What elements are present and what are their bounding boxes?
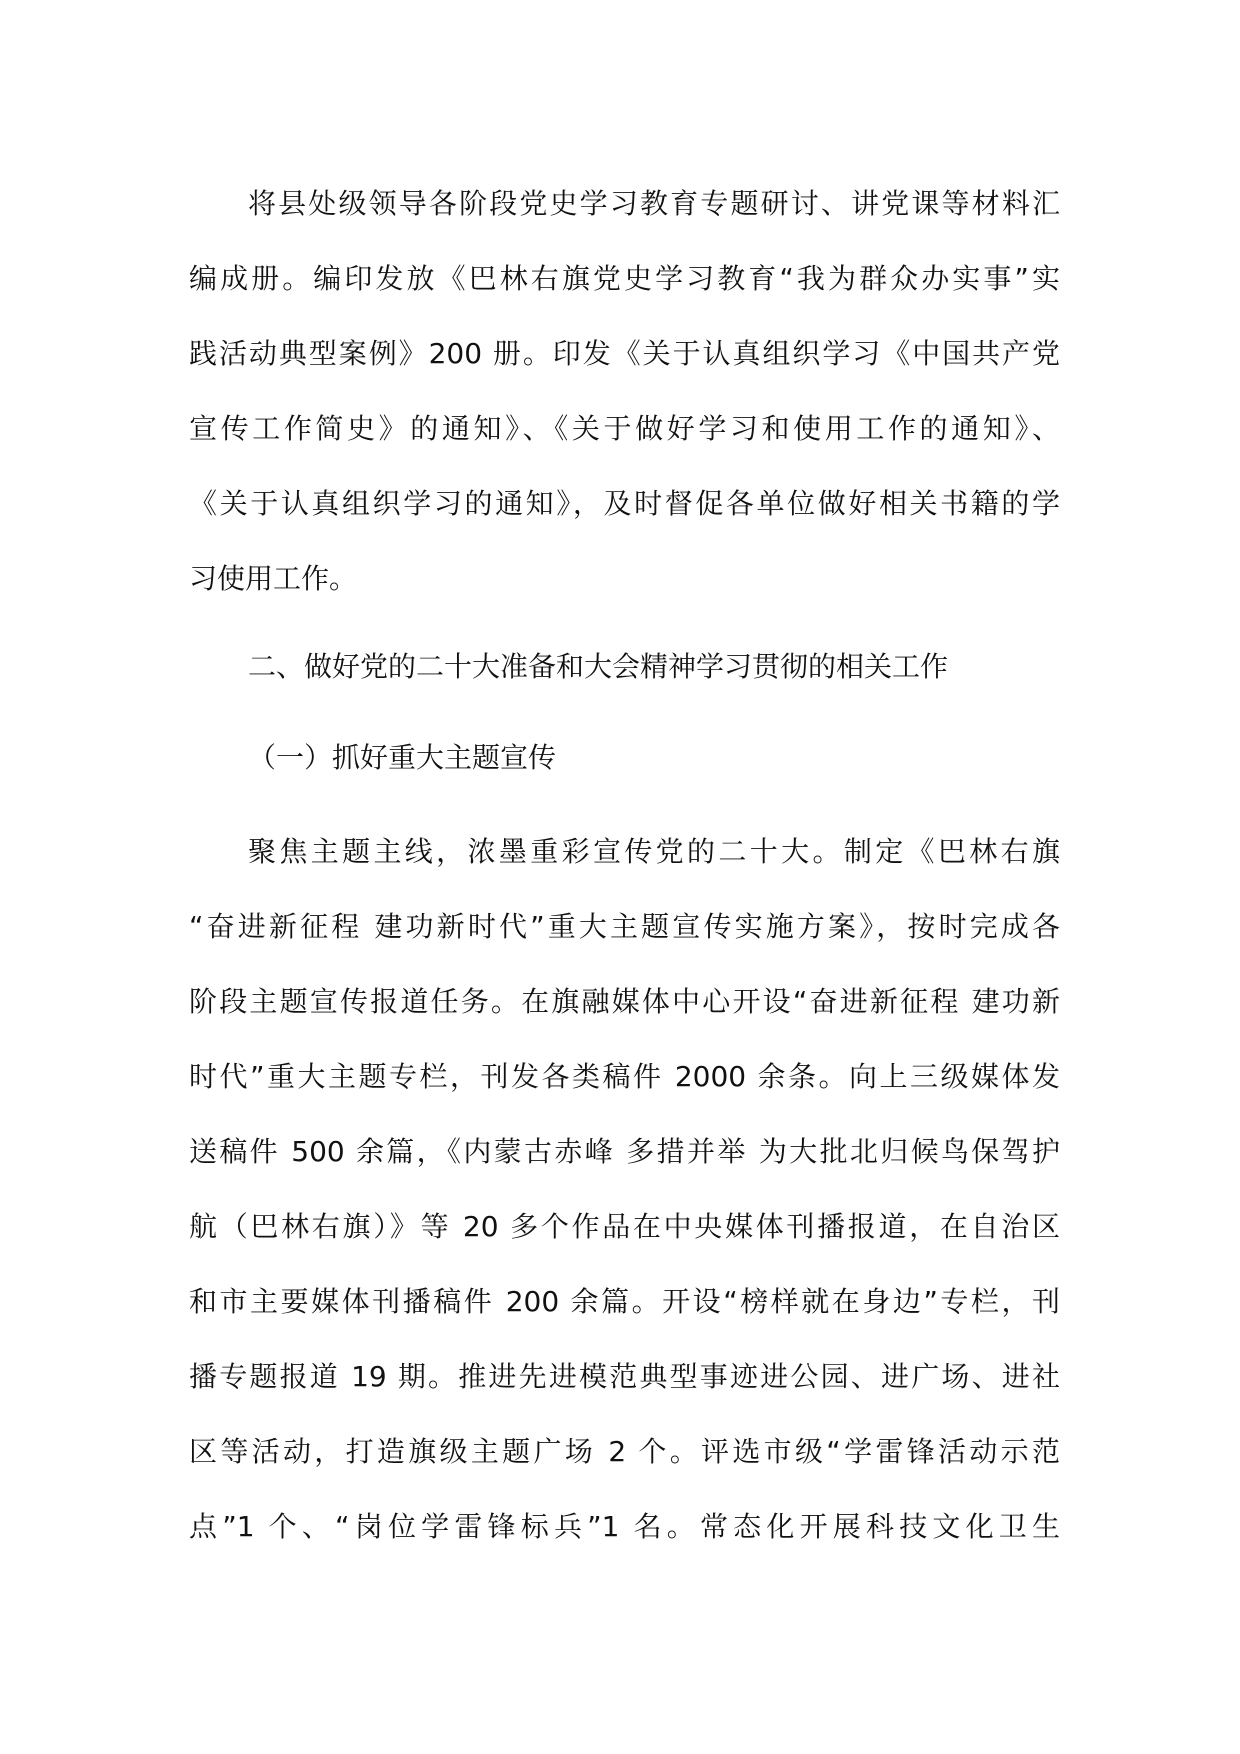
document-body	[189, 166, 1060, 1564]
text-line: 航（巴林右旗）》等 20 多个作品在中央媒体刊播报道，在自治区	[189, 1210, 1060, 1243]
text-line: 习使用工作。	[189, 562, 358, 595]
text-line: 区等活动，打造旗级主题广场 2 个。评选市级“学雷锋活动示范	[189, 1435, 1060, 1468]
text-line: 和市主要媒体刊播稿件 200 余篇。开设“榜样就在身边”专栏，刊	[189, 1285, 1060, 1318]
subsection-heading: （一）抓好重大主题宣传	[248, 741, 557, 774]
text-line: 时代”重大主题专栏，刊发各类稿件 2000 余条。向上三级媒体发	[189, 1060, 1060, 1093]
text-line: “奋进新征程 建功新时代”重大主题宣传实施方案》，按时完成各	[189, 910, 1060, 943]
paragraph-2	[189, 814, 1060, 1564]
text-line: 将县处级领导各阶段党史学习教育专题研讨、讲党课等材料汇	[248, 187, 1060, 220]
paragraph-1	[189, 166, 1060, 616]
text-line: 聚焦主题主线，浓墨重彩宣传党的二十大。制定《巴林右旗	[248, 835, 1060, 868]
text-line: 播专题报道 19 期。推进先进模范典型事迹进公园、进广场、进社	[189, 1360, 1060, 1393]
text-line: 编成册。编印发放《巴林右旗党史学习教育“我为群众办实事”实	[189, 262, 1060, 295]
section-heading: 二、做好党的二十大准备和大会精神学习贯彻的相关工作	[248, 650, 949, 683]
text-line: 送稿件 500 余篇，《内蒙古赤峰 多措并举 为大批北归候鸟保驾护	[189, 1135, 1060, 1168]
text-line: 《关于认真组织学习的通知》，及时督促各单位做好相关书籍的学	[189, 487, 1060, 520]
text-line: 点”1 个、“岗位学雷锋标兵”1 名。常态化开展科技文化卫生	[189, 1510, 1060, 1543]
text-line: 宣传工作简史》的通知》、《关于做好学习和使用工作的通知》、	[189, 412, 1060, 445]
text-line: 阶段主题宣传报道任务。在旗融媒体中心开设“奋进新征程 建功新	[189, 985, 1060, 1018]
text-line: 践活动典型案例》200 册。印发《关于认真组织学习《中国共产党	[189, 337, 1060, 370]
